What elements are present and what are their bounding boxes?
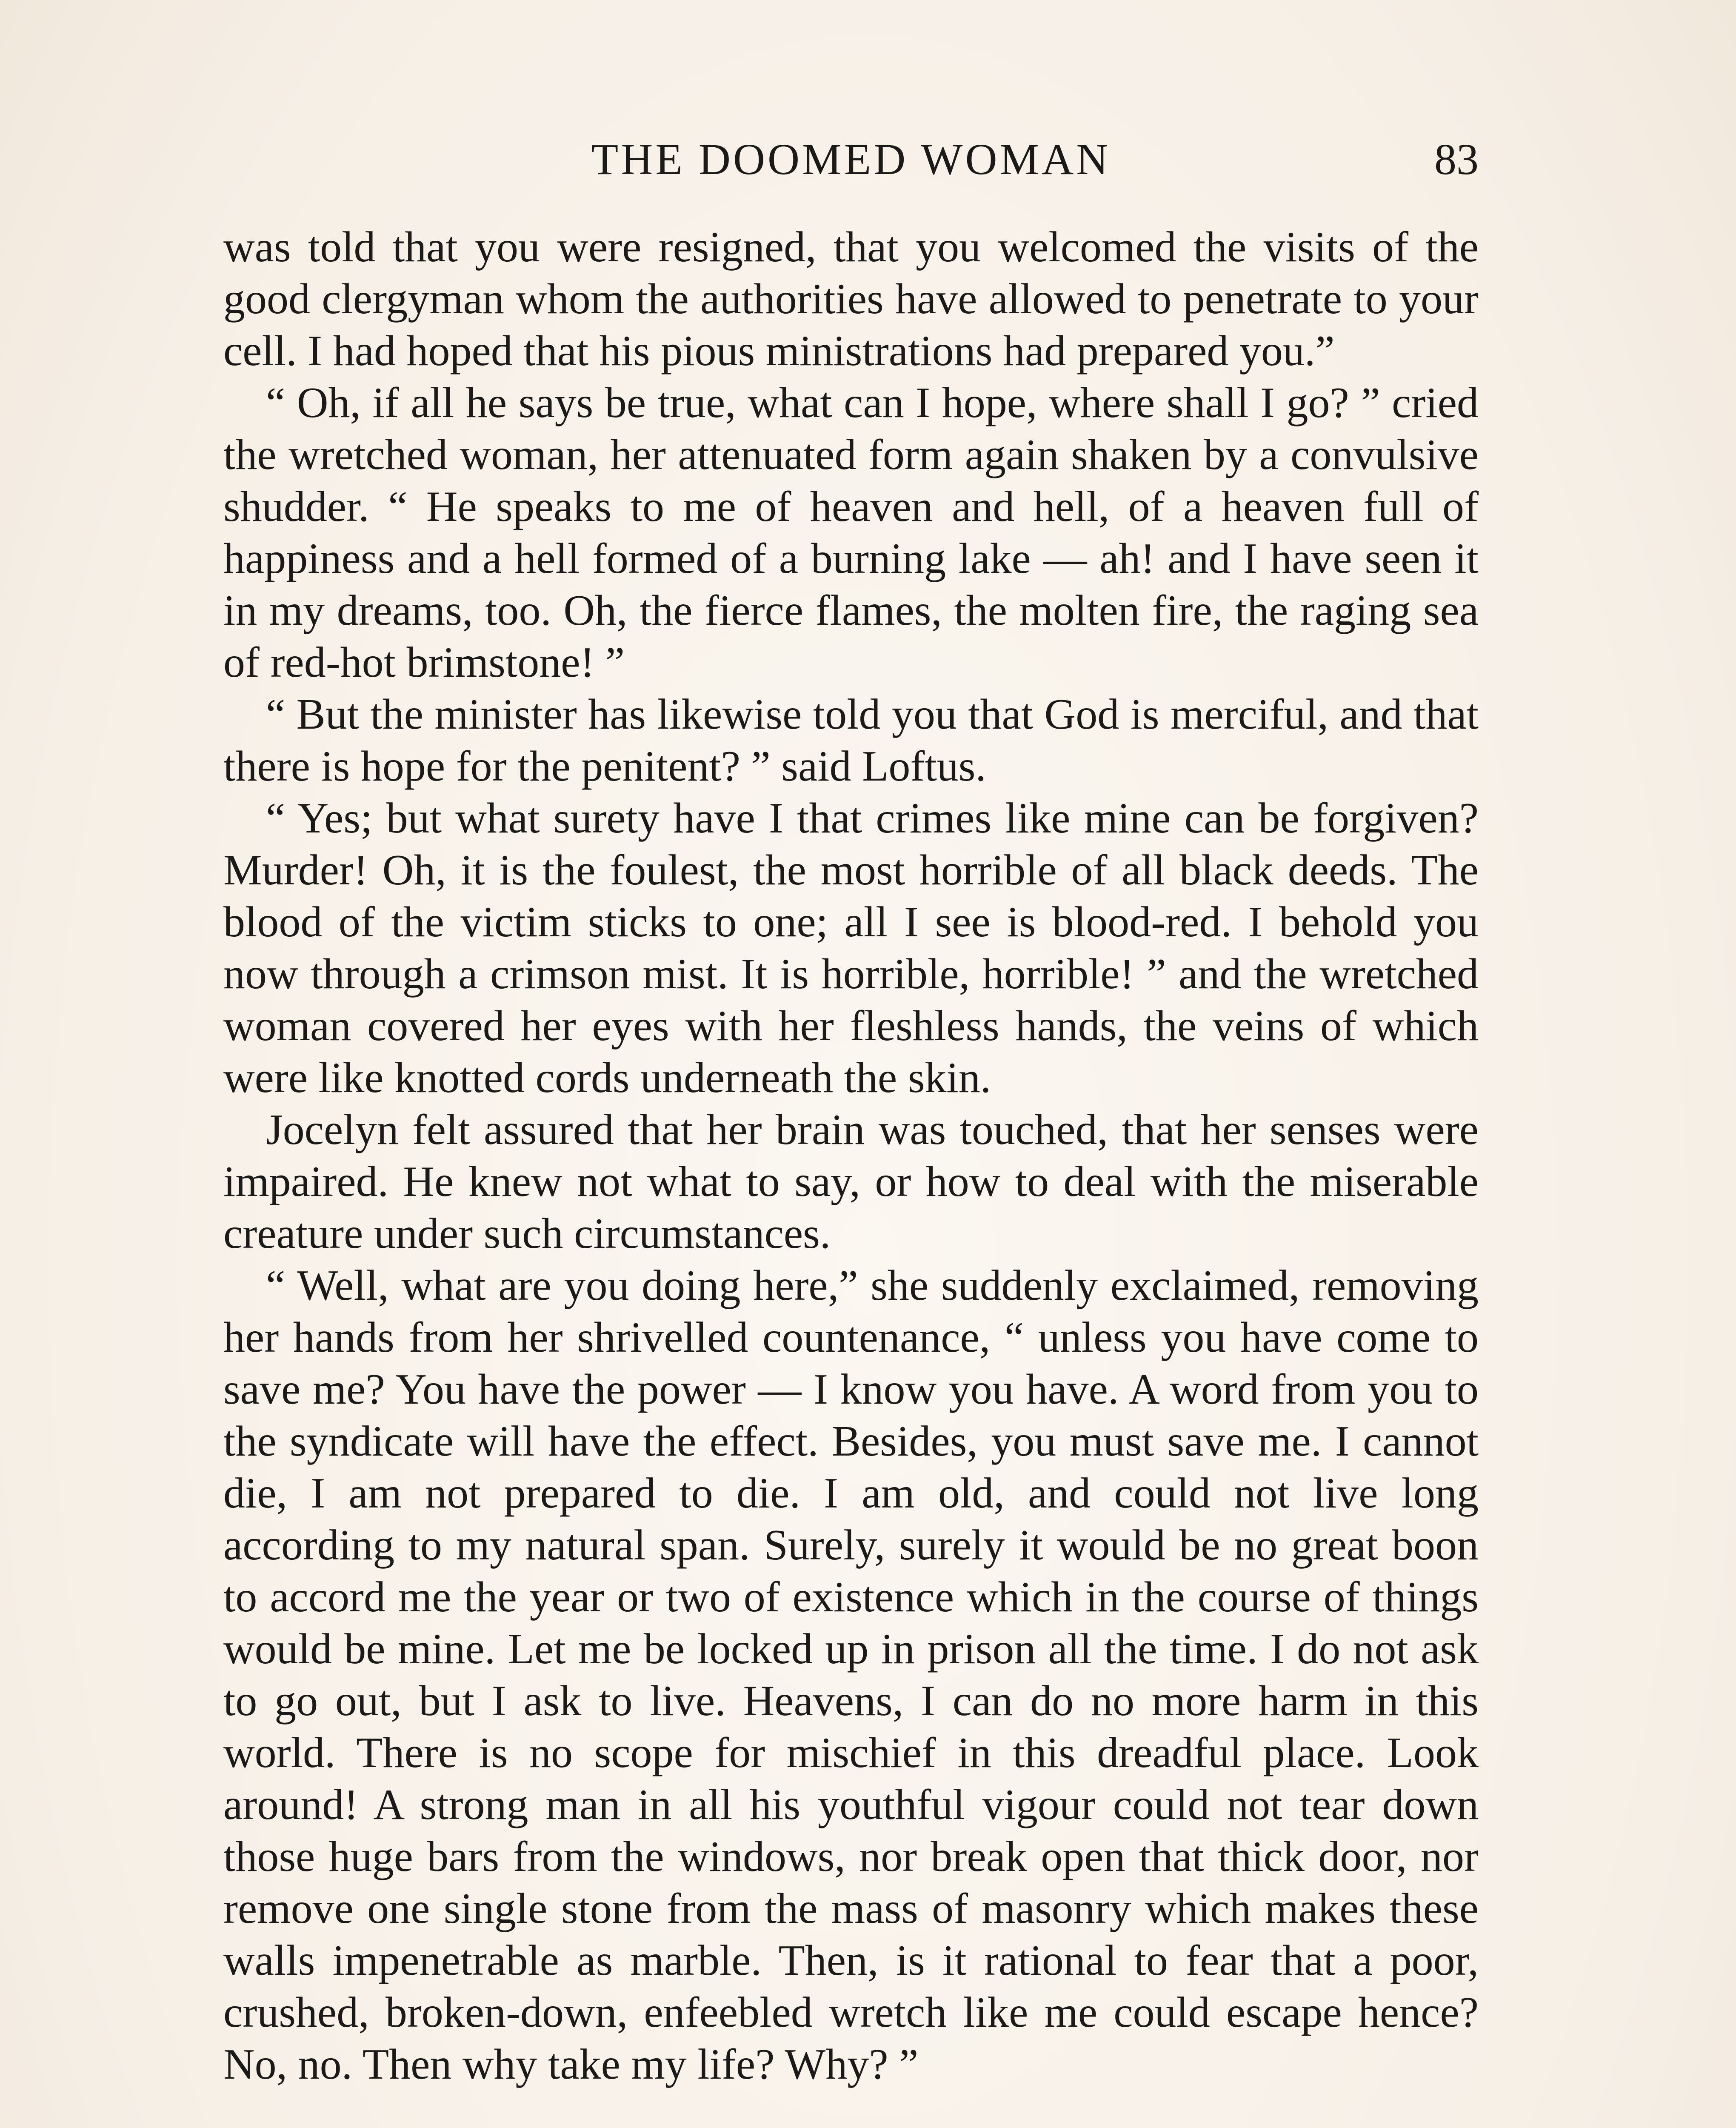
page-number: 83 xyxy=(1434,135,1479,184)
paragraph: “ Oh, if all he says be true, what can I hope, where shall I go? ” cried the wretched woman, her attenuated form again shaken by a convulsive shudder. “ He speaks to me of heaven and hell, of a heaven full of happiness and a hell formed of a burning lake — ah! and I have seen it in my dreams, too. Oh, the fierce flames, the molten fire, the raging sea of red-hot brimstone! ” xyxy=(223,379,1479,686)
running-title: THE DOOMED WOMAN xyxy=(591,135,1111,184)
paragraph: “ Yes; but what surety have I that crimes like mine can be forgiven? Murder! Oh, it is the foulest, the most horrible of all black deeds. The blood of the victim sticks to one; all I see is blood-red. I behold you now through a crimson mist. It is horrible, horrible! ” and the wretched woman covered her eyes with her fleshless hands, the veins of which were like knotted cords underneath the skin. xyxy=(223,794,1479,1102)
paragraph: “ But the minister has likewise told you that God is merciful, and that there is hope for the penitent? ” said Loftus. xyxy=(223,690,1479,790)
paragraph-continuation: was told that you were resigned, that you welcomed the visits of the good clergyman whom the authorities have allowed to penetrate to your cell. I had hoped that his pious ministrations had prepared you.” xyxy=(223,223,1479,375)
paragraph: Jocelyn felt assured that her brain was touched, that her senses were impaired. He knew not what to say, or how to deal with the miserable creature under such circumstances. xyxy=(223,1106,1479,1258)
paragraph: “ Well, what are you doing here,” she suddenly exclaimed, removing her hands from her shrivelled countenance, “ unless you have come to save me? You have the power — I know you have. A word from you to the syndicate will have the effect. Besides, you must save me. I cannot die, I am not prepared to die. I am old, and could not live long according to my natural span. Surely, surely it would be no great boon to accord me the year or two of existence which in the course of things would be mine. Let me be locked up in prison all the time. I do not ask to go out, but I ask to live. Heavens, I can do no more harm in this world. There is no scope for mischief in this dreadful place. Look around! A strong man in all his youthful vigour could not tear down those huge bars from the windows, nor break open that thick door, nor remove one single stone from the mass of masonry which makes these walls impenetrable as marble. Then, is it rational to fear that a poor, crushed, broken-down, enfeebled wretch like me could escape hence? No, no. Then why take my life? Why? ” xyxy=(223,1261,1479,2088)
body-text xyxy=(223,221,1479,2091)
page-header xyxy=(223,128,1479,192)
